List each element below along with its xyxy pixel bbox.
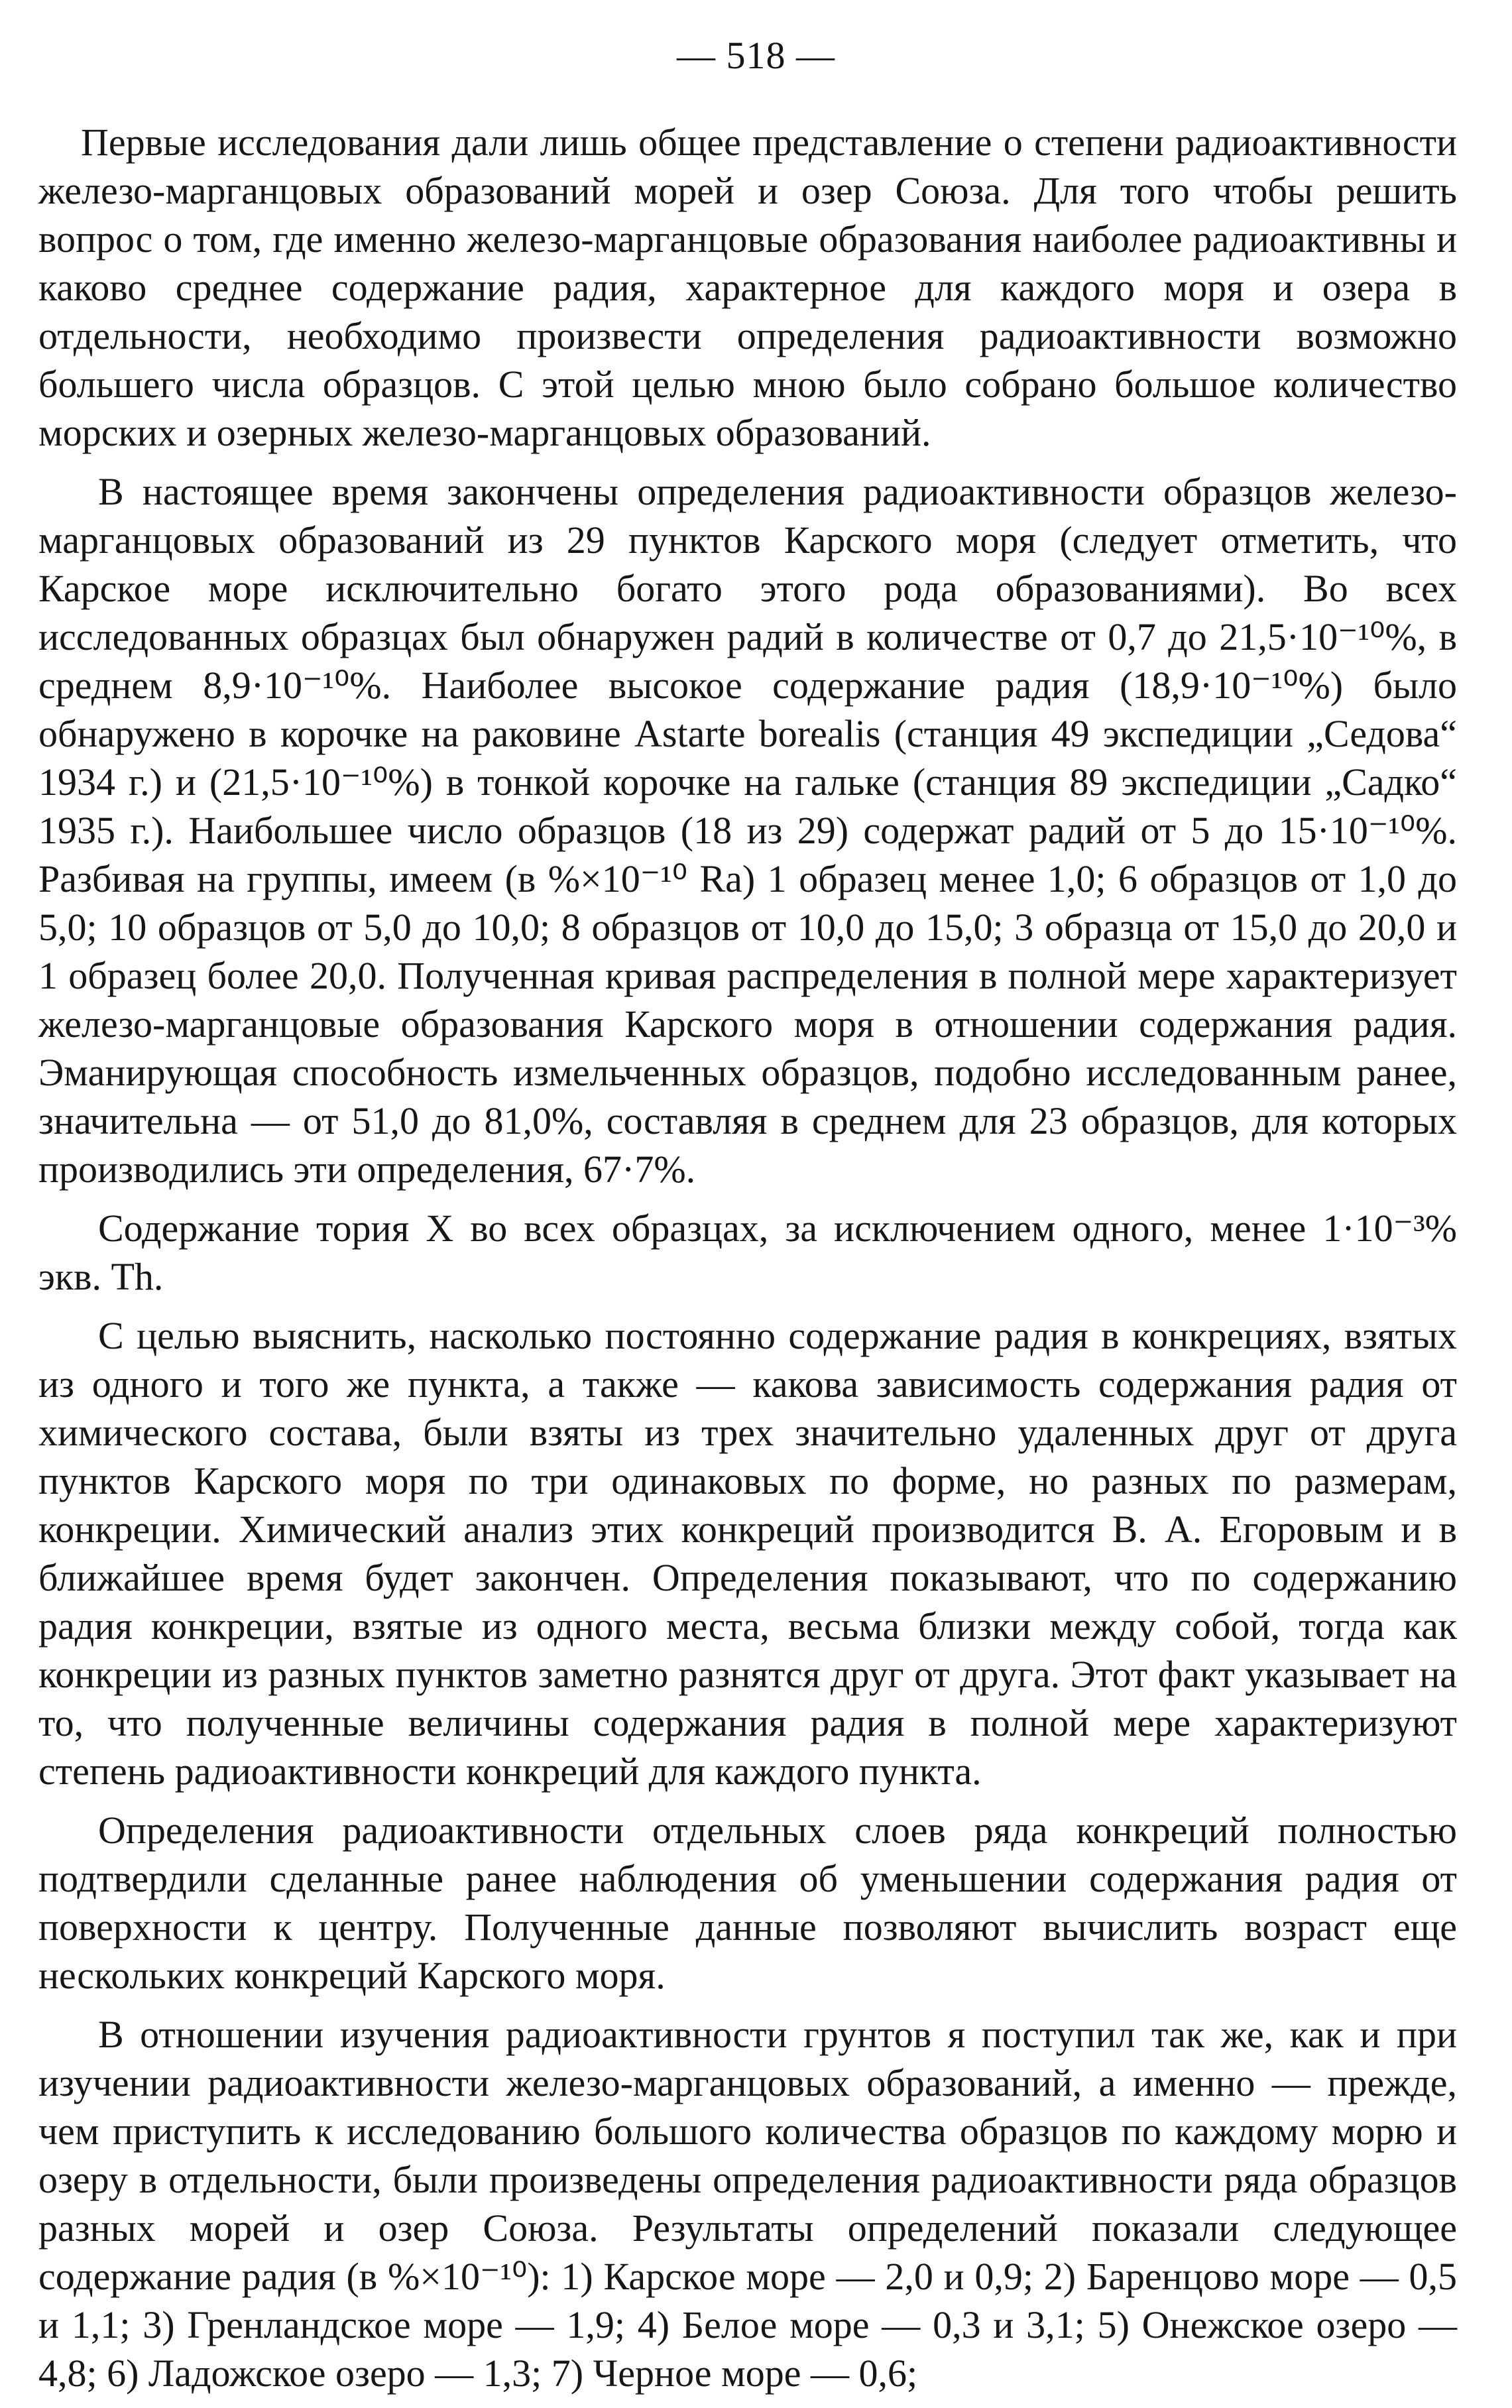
body-text — [38, 118, 1457, 2408]
paragraph-concretion-comparison: С целью выяснить, насколько постоянно содержание радия в конкрециях, взятых из одного и того же пункта, а также — какова зависимость содержания радия от химического состава, были взяты из трех значительно удаленных друг от друга пунктов Карского моря по три одинаковых по форме, но разных по размерам, конкреции. Химический анализ этих конкреций производится В. А. Егоровым и в ближайшее время будет закончен. Определения показывают, что по содержанию радия конкреции, взятые из одного места, весьма близки между собой, тогда как конкреции из разных пунктов заметно разнятся друг от друга. Этот факт указывает на то, что полученные величины содержания радия в полной мере характеризуют степень радиоактивности конкреций для каждого пункта. — [38, 1314, 1457, 1793]
page-number: — 518 — — [677, 34, 835, 77]
paragraph-layer-measurements: Определения радиоактивности отдельных слоев ряда конкреций полностью подтвердили сделанные ранее наблюдения об уменьшении содержания радия от поверхности к центру. Полученные данные позволяют вычислить возраст еще нескольких конкреций Карского моря. — [38, 1809, 1457, 1997]
paragraph-kara-sea-results: В настоящее время закончены определения радиоактивности образцов железо-марганцовых образований из 29 пунктов Карского моря (следует отметить, что Карское море исключительно богато этого рода образованиями). Во всех исследованных образцах был обнаружен радий в количестве от 0,7 до 21,5·10⁻¹⁰%, в среднем 8,9·10⁻¹⁰%. Наиболее высокое содержание радия (18,9·10⁻¹⁰%) было обнаружено в корочке на раковине Astarte borealis (станция 49 экспедиции „Седова“ 1934 г.) и (21,5·10⁻¹⁰%) в тонкой корочке на гальке (станция 89 экспедиции „Садко“ 1935 г.). Наибольшее число образцов (18 из 29) содержат радий от 5 до 15·10⁻¹⁰%. Разбивая на группы, имеем (в %×10⁻¹⁰ Ra) 1 образец менее 1,0; 6 образцов от 1,0 до 5,0; 10 образцов от 5,0 до 10,0; 8 образцов от 10,0 до 15,0; 3 образца от 15,0 до 20,0 и 1 образец более 20,0. Полученная кривая распределения в полной мере характеризует железо-марганцовые образования Карского моря в отношении содержания радия. Эманирующая способность измельченных образцов, подобно исследованным ранее, значительна — от 51,0 до 81,0%, составляя в среднем для 23 образцов, для которых производились эти определения, 67·7%. — [38, 470, 1457, 1191]
paragraph-intro: Первые исследования дали лишь общее представление о степени радиоактивности железо-марганцовых образований морей и озер Союза. Для того чтобы решить вопрос о том, где именно железо-марганцовые образования наиболее радиоактивны и каково среднее содержание радия, характерное для каждого моря и озера в отдельности, необходимо произвести определения радиоактивности возможно большего числа образцов. С этой целью мною было собрано большое количество морских и озерных железо-марганцовых образований. — [38, 121, 1457, 454]
paragraph-soil-radioactivity: В отношении изучения радиоактивности грунтов я поступил так же, как и при изучении радиоактивности железо-марганцовых образований, а именно — прежде, чем приступить к исследованию большого количества образцов по каждому морю и озеру в отдельности, были произведены определения радиоактивности ряда образцов разных морей и озер Союза. Результаты определений показали следующее содержание радия (в %×10⁻¹⁰): 1) Карское море — 2,0 и 0,9; 2) Баренцово море — 0,5 и 1,1; 3) Гренландское море — 1,9; 4) Белое море — 0,3 и 3,1; 5) Онежское озеро — 4,8; 6) Ладожское озеро — 1,3; 7) Черное море — 0,6; — [38, 2013, 1457, 2395]
paragraph-thorium-x: Содержание тория X во всех образцах, за исключением одного, менее 1·10⁻³% экв. Th. — [38, 1207, 1457, 1298]
